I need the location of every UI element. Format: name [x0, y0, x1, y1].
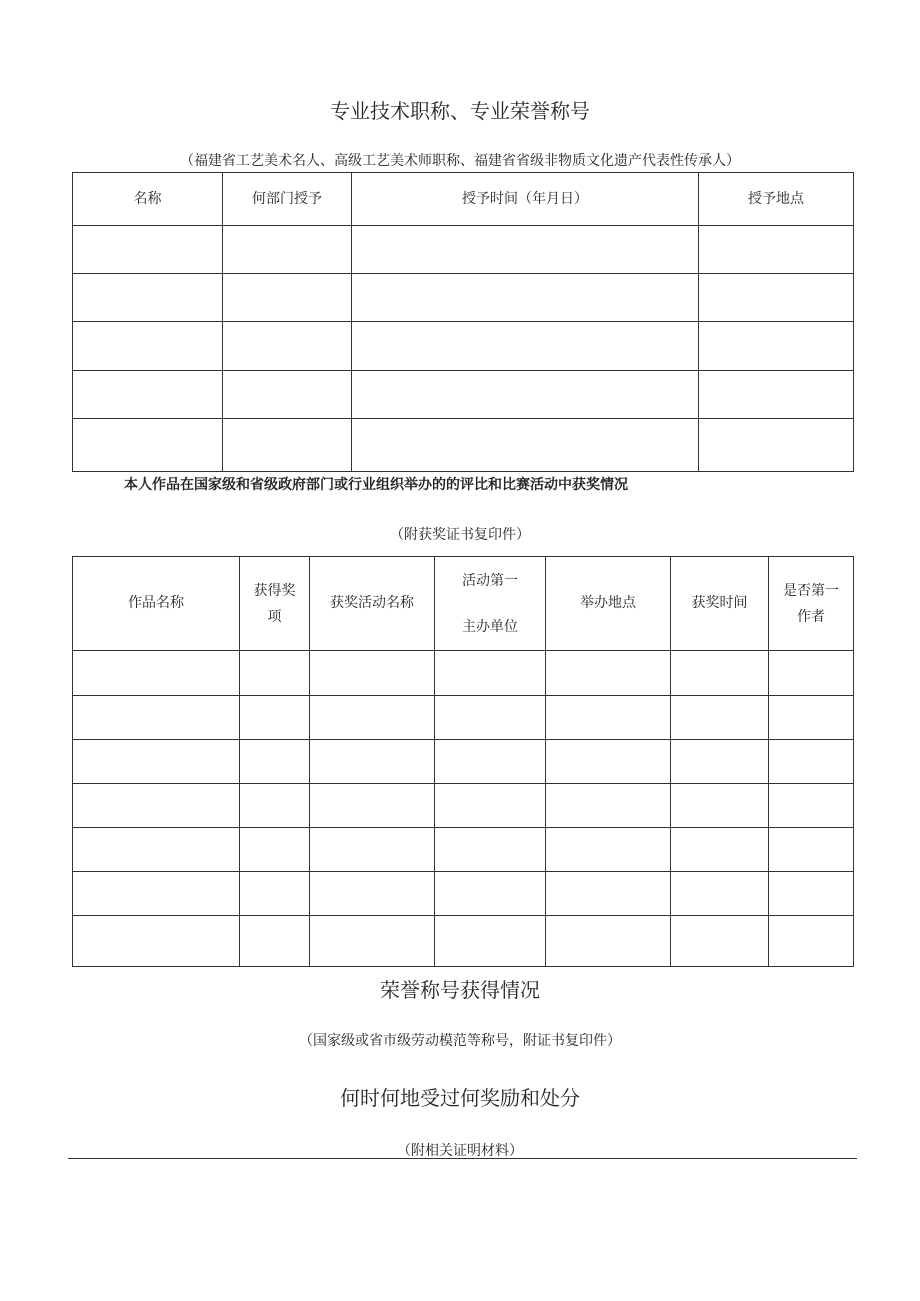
- table-cell[interactable]: [310, 740, 435, 784]
- table-cell[interactable]: [671, 651, 769, 696]
- header-cell: 作品名称: [73, 557, 240, 651]
- table-cell[interactable]: [73, 916, 240, 967]
- section1-title: 专业技术职称、专业荣誉称号: [330, 99, 590, 123]
- table-cell[interactable]: [435, 872, 546, 916]
- table-cell[interactable]: [769, 784, 854, 828]
- table-cell[interactable]: [352, 274, 699, 322]
- table-cell[interactable]: [699, 419, 854, 472]
- table-cell[interactable]: [546, 784, 671, 828]
- table-cell[interactable]: [223, 322, 352, 371]
- table-cell[interactable]: [435, 784, 546, 828]
- table-cell[interactable]: [671, 872, 769, 916]
- table-row: [73, 651, 854, 696]
- table-cell[interactable]: [310, 784, 435, 828]
- table-cell[interactable]: [671, 916, 769, 967]
- section3-title: 荣誉称号获得情况: [380, 978, 540, 1002]
- table-cell[interactable]: [671, 696, 769, 740]
- table-cell[interactable]: [310, 872, 435, 916]
- table-cell[interactable]: [352, 322, 699, 371]
- table-cell[interactable]: [546, 651, 671, 696]
- header-cell: 获奖活动名称: [310, 557, 435, 651]
- table-cell[interactable]: [73, 226, 223, 274]
- table-cell[interactable]: [240, 696, 310, 740]
- table-cell[interactable]: [671, 784, 769, 828]
- table-cell[interactable]: [73, 872, 240, 916]
- section2-subtitle: （附获奖证书复印件）: [390, 527, 530, 543]
- table-row: [73, 872, 854, 916]
- table-cell[interactable]: [546, 696, 671, 740]
- table-cell[interactable]: [73, 740, 240, 784]
- table-cell[interactable]: [223, 274, 352, 322]
- table-cell[interactable]: [671, 828, 769, 872]
- table-cell[interactable]: [769, 828, 854, 872]
- table-cell[interactable]: [240, 828, 310, 872]
- table-cell[interactable]: [223, 226, 352, 274]
- section4-subtitle: （附相关证明材料）: [397, 1143, 523, 1159]
- header-cell: 是否第一作者: [769, 557, 854, 651]
- table-cell[interactable]: [435, 916, 546, 967]
- header-cell: 授予地点: [699, 173, 854, 226]
- table-row: [73, 740, 854, 784]
- table-cell[interactable]: [73, 696, 240, 740]
- table-cell[interactable]: [435, 696, 546, 740]
- table-cell[interactable]: [546, 740, 671, 784]
- table-header-row: [73, 173, 854, 226]
- header-cell: 获奖时间: [671, 557, 769, 651]
- table-cell[interactable]: [352, 226, 699, 274]
- table-row: [73, 274, 854, 322]
- table-cell[interactable]: [240, 872, 310, 916]
- header-cell: 授予时间（年月日）: [352, 173, 699, 226]
- table-cell[interactable]: [73, 828, 240, 872]
- table-cell[interactable]: [769, 916, 854, 967]
- table-cell[interactable]: [73, 651, 240, 696]
- table-cell[interactable]: [73, 371, 223, 419]
- divider: [68, 1158, 857, 1159]
- table-row: [73, 226, 854, 274]
- table-row: [73, 322, 854, 371]
- table-cell[interactable]: [769, 651, 854, 696]
- table-cell[interactable]: [240, 784, 310, 828]
- table-cell[interactable]: [223, 371, 352, 419]
- table-cell[interactable]: [73, 419, 223, 472]
- table-row: [73, 828, 854, 872]
- table-cell[interactable]: [769, 872, 854, 916]
- table-cell[interactable]: [73, 274, 223, 322]
- table-cell[interactable]: [435, 828, 546, 872]
- table-cell[interactable]: [435, 740, 546, 784]
- table-cell[interactable]: [769, 740, 854, 784]
- table-cell[interactable]: [310, 696, 435, 740]
- table-cell[interactable]: [546, 872, 671, 916]
- header-cell: 何部门授予: [223, 173, 352, 226]
- table-cell[interactable]: [310, 651, 435, 696]
- header-cell: 获得奖项: [240, 557, 310, 651]
- table-row: [73, 784, 854, 828]
- table-row: [73, 696, 854, 740]
- table-cell[interactable]: [699, 371, 854, 419]
- titles-table: [72, 172, 854, 472]
- table-cell[interactable]: [310, 828, 435, 872]
- header-cell: 活动第一主办单位: [435, 557, 546, 651]
- awards-table: [72, 556, 854, 967]
- section3-subtitle: （国家级或省市级劳动模范等称号，附证书复印件）: [299, 1033, 621, 1049]
- table-row: [73, 916, 854, 967]
- table-cell[interactable]: [352, 371, 699, 419]
- table-row: [73, 419, 854, 472]
- section4-title: 何时何地受过何奖励和处分: [340, 1086, 580, 1110]
- table-cell[interactable]: [352, 419, 699, 472]
- table-cell[interactable]: [769, 696, 854, 740]
- header-cell: 名称: [73, 173, 223, 226]
- table-cell[interactable]: [699, 226, 854, 274]
- table-cell[interactable]: [73, 784, 240, 828]
- section1-subtitle: （福建省工艺美术名人、高级工艺美术师职称、福建省省级非物质文化遗产代表性传承人）: [180, 153, 740, 169]
- table-cell[interactable]: [310, 916, 435, 967]
- table-cell[interactable]: [546, 916, 671, 967]
- table-cell[interactable]: [699, 274, 854, 322]
- table-cell[interactable]: [240, 651, 310, 696]
- table-row: [73, 371, 854, 419]
- table-cell[interactable]: [240, 740, 310, 784]
- table-header-row: [73, 557, 854, 651]
- section2-title: 本人作品在国家级和省级政府部门或行业组织举办的的评比和比赛活动中获奖情况: [124, 477, 628, 493]
- table-cell[interactable]: [546, 828, 671, 872]
- table-cell[interactable]: [671, 740, 769, 784]
- header-cell: 举办地点: [546, 557, 671, 651]
- table-cell[interactable]: [240, 916, 310, 967]
- table-cell[interactable]: [73, 322, 223, 371]
- table-cell[interactable]: [223, 419, 352, 472]
- table-cell[interactable]: [435, 651, 546, 696]
- table-cell[interactable]: [699, 322, 854, 371]
